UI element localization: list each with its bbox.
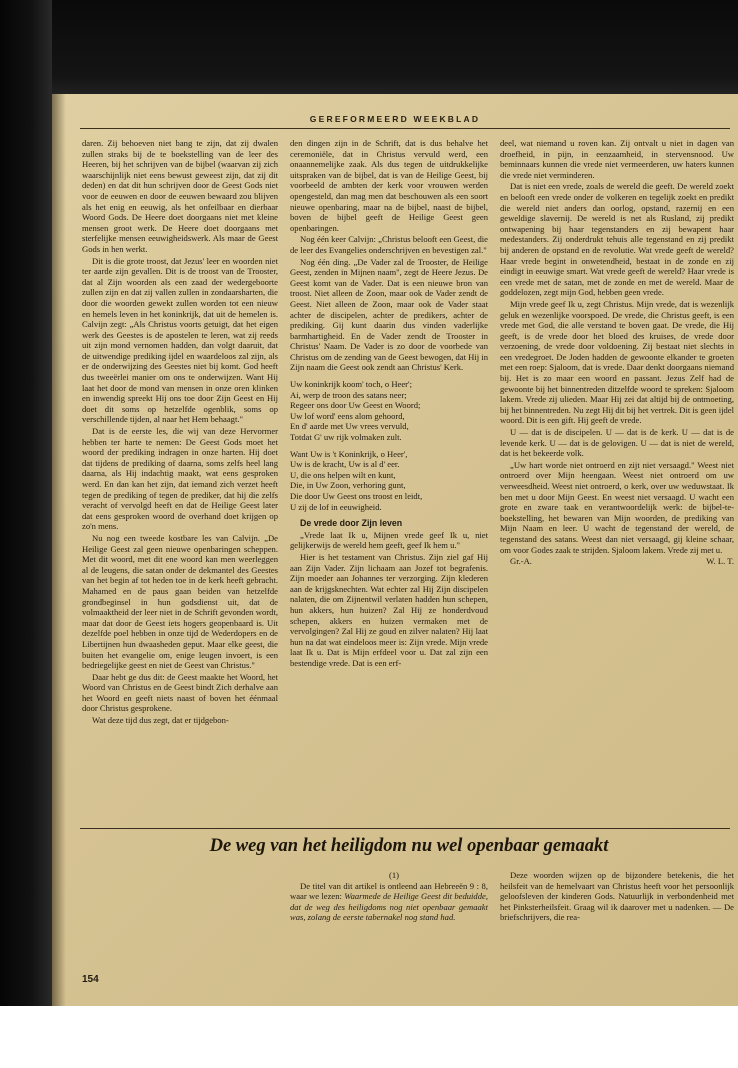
verse-line: Uw koninkrijk koom' toch, o Heer'; [290,379,412,390]
paragraph: Nog één keer Calvijn: „Christus belooft een Geest, die de leer des Evangelies onderschrijven en bevestigen zal." [290,234,488,255]
article-column-2 [290,870,488,923]
scan-border-left [0,0,52,1068]
verse-line: Uw lof word' eens alom gehoord, [290,410,405,421]
article-title: De weg van het heiligdom nu wel openbaar gemaakt [209,836,609,856]
paragraph: Nog één ding. „De Vader zal de Trooster, de Heilige Geest, zenden in Mijnen naam", zegt de Heere Jezus. De Geest komt van de Vader. Dat is een nieuwe bron van troost. Niet alleen de Zoon, maar ook de Vader zendt de Geest. Niet alleen de Zoon, maar ook de Vader staat achter de discipelen, achter de predikers, achter de prediking. Gij kunt daarin dus vinden vaderlijke barmhartigheid. En de Vader zendt de Trooster in Christus' Naam. De Vader is zo door de voorbede van Christus om de zending van de Geest bewogen, dat Hij in Zijn naam die Geest ook zendt aan Christus' Kerk. [290,256,488,373]
column-3 [500,138,734,778]
verse-line: U, die ons helpen wilt en kunt, [290,469,396,480]
magazine-page [52,94,738,1006]
intro-text: De titel van dit artikel is ontleend aan Hebreeën 9 : 8, waar we lezen: [290,880,488,902]
section-subheading: De vrede door Zijn leven [300,518,403,529]
paragraph: Hier is het testament van Christus. Zijn ziel gaf Hij aan Zijn Vader. Zijn lichaam aan Jozef tot begrafenis. Zijn moeder aan Johannes ter verzorging. Zijn klederen aan de krijgsknechten. Wat echter zal Hij Zijn discipelen nalaten, die om Zijnentwil verlaten hadden hun schepen, hun akkers, hun huizen? Zal Hij ze honderdvoud schepen, akkers en huizen vermaken met de vervolgingen? Zal Hij ze goud en zilver nalaten? Hij laat hun na dat wat eindeloos meer is: Zijn vrede. Mijn vrede laat Ik u. Dat is Mijn erfdeel voor u. Dat zal zijn een bestendige vrede. Dat is een erf- [290,551,488,668]
column-1 [82,138,278,778]
paragraph: deel, wat niemand u roven kan. Zij ontvalt u niet in dagen van droefheid, in pijn, in eenzaamheid, in stervensnood. Uw beminnaars kunnen die vrede niet vermeerderen, uw haters kunnen die vrede niet verminderen. [500,138,734,180]
verse-line: Totdat G' uw rijk volmaken zult. [290,432,402,443]
verse-line: Want Uw is 't Koninkrijk, o Heer', [290,448,408,459]
gutter-shadow [52,94,66,1006]
paragraph: Deze woorden wijzen op de bijzondere betekenis, die het heilsfeit van de hemelvaart van Christus heeft voor het persoonlijk geloofsleven der kinderen Gods. Natuurlijk in verbondenheid met het Pinksterheilsfeit. Graag wil ik daarover met u nadenken. — De briefschrijvers, die rea- [500,870,734,923]
paragraph: Wat deze tijd dus zegt, dat er tijdgebon- [92,715,229,726]
paragraph: Dit is die grote troost, dat Jezus' leer en woorden niet ter aarde zijn gevallen. Dit is de troost van de Trooster, dat al Zijn woorden als een zaad der wedergeboorte zullen zijn en dat zij vallen zullen in zondaarsharten, die door die woorden gewekt zullen worden tot een nieuw en hemels leven in het koninkrijk, dat uit de hemelen is. Calvijn zegt: „Als Christus voorts getuigt, dat het eigen werk des Geestes is de apostelen te leren, wat zij reeds uit zijn mond vernomen hadden, dan volgt daaruit, dat de uitwendige prediking ijdel en waardeloos zal zijn, als er de onderwijzing des Geestes niet bij komt. God heeft dus tweeërlei manier om ons te onderwijzen. Want Hij laat het door de mond van mensen in onze oren klinken en inwendig spreekt Hij ons toe door Zijn Geest en Hij doet dit soms op hetzelfde ogenblik, soms op verschillende tijden, al naar het Hem behaagt." [82,255,278,425]
paragraph: „Uw hart worde niet ontroerd en zijt niet versaagd." Weest niet ontroerd over Mijn heengaan. Weest niet ontroerd om uw verweesdheid. Weest niet ontroerd, o kerk, over uw weduwstaat. Ik ben met u door Mijn Geest. En weest niet versaagd. U wacht een grote en zware taak en verantwoordelijk werk: de bijbel-te-boekstelling, het bewaren van Mijn woorden, de prediking van Mijn Naam en leer. U wacht de tegenstand der wereld, de tegenstand des satans. Weest dan niet versaagd, gij kleine schaar, om voor Godes zaak te strijden. Sjaloom lakem. Vrede zij met u. [500,459,734,555]
verse-line: U zij de lof in eeuwigheid. [290,501,382,512]
header-rule [80,128,730,129]
part-number: (1) [388,870,400,880]
signature-place: Gr.-A. [510,556,532,567]
article-column-3 [500,870,734,923]
paragraph [290,881,488,923]
article-rule [80,828,730,829]
scan-border-bottom [0,1006,738,1068]
paragraph: daren. Zij behoeven niet bang te zijn, dat zij dwalen zullen straks bij de te boekstelling van de leer des Heeren, bij het schrijven van de bijbel (waarvan zij zich waarschijnlijk niet eens bewust geweest zijn, dat zij dit deden) en dat dit hun schrijven door de Geest Gods niet voor de eeuwen en door de eeuwen bewaard zou blijven als het enig en eeuwig, als het onfeilbaar en dierbaar Woord Gods. De Heere doet doorgaans niet met kleine mensen groot werk. De Heere doet doorgaans met sterfelijke mensen eeuwigheidswerk. Als maar de Geest Gods in hen werkt. [82,138,278,254]
paragraph: Nu nog een tweede kostbare les van Calvijn. „De Heilige Geest zal geen nieuwe openbaringen scheppen. Met dit woord, met dit ene woord kan men weerleggen al de leugens, die satan onder de dekmantel des Geestes van het begin af tot heden toe in de kerk heeft gebracht. Mahamed en de paus gaan beiden van hetzelfde grondbeginsel in hun godsdienst uit, dat de volmaaktheid der leer niet in de Schrift gevonden wordt, maar dat door de Geest iets hogers geopenbaard is. Uit dezelfde poel hebben in onze tijd de Wederdopers en de Libertijnen hun dwaasheden geput. Maar elke geest, die buiten het evangelie om, enige leugen invoert, is een bedriegelijke geest en niet de Geest van Christus." [82,532,278,671]
signature-line [500,556,734,567]
verse-line: Regeer ons door Uw Geest en Woord; [290,400,421,411]
paragraph: U — dat is de discipelen. U — dat is de kerk. U — dat is de levende kerk. U — dat is de gelovigen. U — dat is niet de wereld, dat is het bekeerde volk. [500,427,734,459]
paragraph: Dat is niet een vrede, zoals de wereld die geeft. De wereld zoekt en belooft een vrede onder de volkeren en tegelijk zoekt en predikt die wereld niet anders dan oorlog, opstand, razernij en een geweldige slavernij. De wereld is net als Rusland, zij predikt ontwapening bij haar tegenstanders en zij bewapent haar medestanders. Zij onderdrukt tehuis alle tegenstand en zij predikt bij anderen de opstand en de revolutie. Wat vrede geeft de wereld? Haar vrede begint in onwetendheid, bestaat in de zonde en zij eindigt in eeuwige smart. Wat vrede geeft de wereld? Haar vrede is een vrede met de satan, met de zonde en met de wereld. Maar de goddelozen, zegt mijn God, hebben geen vrede. [500,181,734,298]
verse-line: Die, in Uw Zoon, verhoring gunt, [290,480,406,491]
verse-line: Ai, werp de troon des satans neer; [290,389,407,400]
paragraph: Daar hebt ge dus dit: de Geest maakte het Woord, het Woord van Christus en de Geest bindt Zich derhalve aan het Woord en geeft niets naast of boven het éénmaal door Christus gesprokene. [82,671,278,714]
running-header: GEREFORMEERD WEEKBLAD [309,114,481,124]
psalm-verse-1 [290,379,488,443]
verse-line: Die door Uw Geest ons troost en leidt, [290,491,423,501]
scan-border-top [0,0,738,96]
psalm-verse-2 [290,449,488,513]
page-number: 154 [82,974,99,985]
verse-line: En d' aarde met Uw vrees vervuld, [290,421,409,432]
signature-author: W. L. T. [706,556,734,567]
paragraph: den dingen zijn in de Schrift, dat is dus behalve het ceremoniële, dat in Christus vervuld werd, een onaannemelijke zaak. Als dus tegen de uitdrukkelijke uitspraken van de bijbel, dat is van de Heilige Geest, bij voorbeeld de ambten der kerk voor vrouwen werden opengesteld, dan mag men dat beschouwen als een soort nieuwe openbaring, maar na de bijbel, naast de bijbel, boven de bijbel geeft de Heilige Geest geen openbaringen. [290,138,488,233]
paragraph: Mijn vrede geef Ik u, zegt Christus. Mijn vrede, dat is wezenlijk geluk en wezenlijke voorspoed. De vrede, die Christus geeft, is een vrede met God, die alle verstand te boven gaat. De vrede, die Hij geeft, is de vrede door het bloed des kruises, de vrede door verzoening, de vrede door voldoening. Zij bestaat niet slechts in een vredegroet. De Joden hadden de gewoonte elkander te groeten met een roep: Sjaloom, dat is vrede. Daar denkt doorgaans niemand bij. Het is zo maar een woord en passant. Jezus Zelf had de gewoonte bij het binnentreden ditzelfde woord te spreken: Sjaloom lakem. Vrede zij ulieden. Maar Hij zei dat altijd bij de ontmoeting, bij het binnentreden. Nu zegt Hij dit bij het vertrek. Dit is geen ijdel woord. Dit is een gift. Hij geeft de vrede. [500,298,734,426]
paragraph: Dat is de eerste les, die wij van deze Hervormer hebben ter harte te nemen: De Geest Gods moet het woord der prediking indragen in onze harten. Hij doet dat tijdens de prediking of daarna, soms zelfs heel lang daarna, als Hij indachtig maakt, wat eens gesproken werd. En dan kan het zijn, dat iemand zich verzet heeft tegen de prediking of tegen de prediker, dat hij die zelfs veracht of vervolgd heeft en dat de Heilige Geest later dat eens gesproken woord de overhand doet krijgen op zo'n mens. [82,426,278,532]
scripture-quote: Waarmede de Heilige Geest dit beduidde, dat de weg des heiligdoms nog niet openbaar gemaakt was, zolang de eerste tabernakel nog stand had. [290,891,488,923]
column-2 [290,138,488,778]
paragraph: „Vrede laat Ik u, Mijnen vrede geef Ik u, niet gelijkerwijs de wereld hem geeft, geef Ik hem u." [290,529,488,551]
verse-line: Uw is de kracht, Uw is al d' eer. [290,459,400,470]
